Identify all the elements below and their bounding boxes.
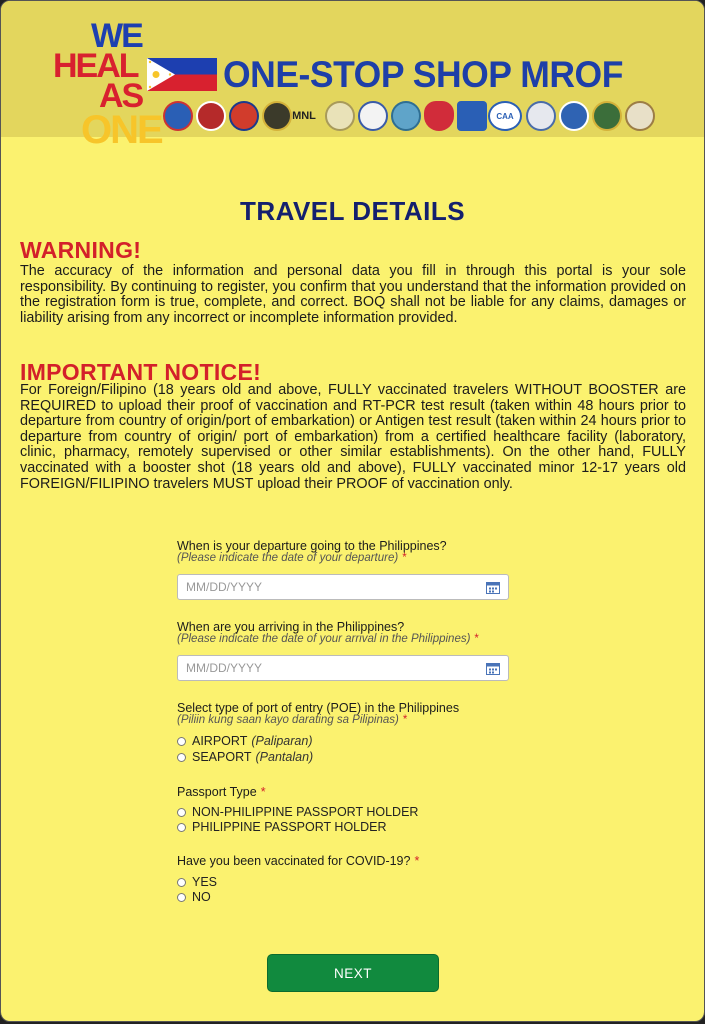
passport-option-philippine[interactable]: PHILIPPINE PASSPORT HOLDER <box>177 820 387 834</box>
mnl-logo-icon: MNL <box>292 110 316 122</box>
passport-option-non-philippine[interactable]: NON-PHILIPPINE PASSPORT HOLDER <box>177 805 418 819</box>
notice-text: For Foreign/Filipino (18 years old and above, FULLY vaccinated travelers WITHOUT BOOSTER are REQUIRED to upload their proof of vaccination and RT-PCR test result (taken within 48 hours prior to departure from country of origin/port of embarkation) or Antigen test result (taken within 24 hours prior to departure from country of origin/ port of embarkation) from a certified healthcare facility (laboratory, clinic, pharmacy, remotely supervised or other similar establishments). On the other hand, FULLY vaccinated with a booster shot (18 years old and above), FULLY vaccinated minor 12-17 years old FOREIGN/FILIPINO travelers MUST upload their PROOF of vaccination only. <box>20 382 686 492</box>
portal-title: ONE-STOP SHOP MROF <box>223 54 623 95</box>
radio-button[interactable] <box>177 808 186 817</box>
arrival-date-placeholder: MM/DD/YYYY <box>186 661 263 675</box>
doh-seal-icon <box>526 101 556 131</box>
radio-button[interactable] <box>177 823 186 832</box>
poe-option-airport[interactable]: AIRPORT (Paliparan) <box>177 734 312 748</box>
radio-button[interactable] <box>177 753 186 762</box>
required-mark: * <box>414 854 420 868</box>
required-mark: * <box>260 785 266 799</box>
notice-title: IMPORTANT NOTICE! <box>20 359 262 385</box>
departure-hint: (Please indicate the date of your departure) * <box>177 552 407 564</box>
ocd-seal-icon <box>196 101 226 131</box>
arrival-label: When are you arriving in the Philippines? <box>177 620 405 634</box>
poe-option-seaport[interactable]: SEAPORT (Pantalan) <box>177 750 313 764</box>
vaccinated-label: Have you been vaccinated for COVID-19? * <box>177 854 420 868</box>
passport-label: Passport Type * <box>177 785 266 799</box>
dotr-seal-icon <box>229 101 259 131</box>
warning-text: The accuracy of the information and personal data you fill in through this portal is your sole responsibility. By continuing to register, you confirm that you understand that the information provided on the registration form is true, complete, and correct. BOQ shall not be liable for any claims, damages or liability arising from any incorrect or incomplete information provided. <box>20 263 686 326</box>
next-button[interactable]: NEXT <box>267 954 439 992</box>
calendar-icon[interactable] <box>486 581 500 594</box>
vaccinated-option-yes[interactable]: YES <box>177 875 217 889</box>
required-mark: * <box>402 552 407 564</box>
warning-title: WARNING! <box>20 237 142 263</box>
departure-date-placeholder: MM/DD/YYYY <box>186 580 263 594</box>
slogan-word: AS <box>99 77 143 115</box>
navy-seal-icon <box>391 101 421 131</box>
required-mark: * <box>474 633 479 645</box>
caa-seal-icon: CAA <box>488 101 522 131</box>
poe-hint: (Piliin kung saan kayo darating sa Pilipinas) * <box>177 714 408 726</box>
agency-seals <box>163 101 653 135</box>
required-mark: * <box>402 714 408 726</box>
radio-button[interactable] <box>177 878 186 887</box>
page-title: TRAVEL DETAILS <box>239 196 466 226</box>
dilg-seal-icon <box>358 101 388 131</box>
slogan-word: HEAL <box>53 47 138 85</box>
arrival-date-input[interactable] <box>177 655 509 681</box>
dswd-seal-icon <box>424 101 454 131</box>
dfa-seal-icon <box>625 101 655 131</box>
departure-date-input[interactable] <box>177 574 509 600</box>
philippine-flag-icon <box>147 58 217 91</box>
arrival-hint: (Please indicate the date of your arrival in the Philippines) * <box>177 633 479 645</box>
calendar-icon[interactable] <box>486 662 500 675</box>
vaccinated-option-no[interactable]: NO <box>177 890 211 904</box>
radio-button[interactable] <box>177 893 186 902</box>
tesda-seal-icon <box>559 101 589 131</box>
departure-label: When is your departure going to the Philippines? <box>177 539 447 553</box>
slogan-word: WE <box>91 17 142 55</box>
bi-seal-icon <box>457 101 487 131</box>
radio-button[interactable] <box>177 737 186 746</box>
agency-seal-icon <box>325 101 355 131</box>
poe-label: Select type of port of entry (POE) in the Philippines <box>177 701 460 715</box>
slogan-word: ONE <box>81 108 162 152</box>
cab-seal-icon <box>163 101 193 131</box>
ppa-seal-icon <box>592 101 622 131</box>
